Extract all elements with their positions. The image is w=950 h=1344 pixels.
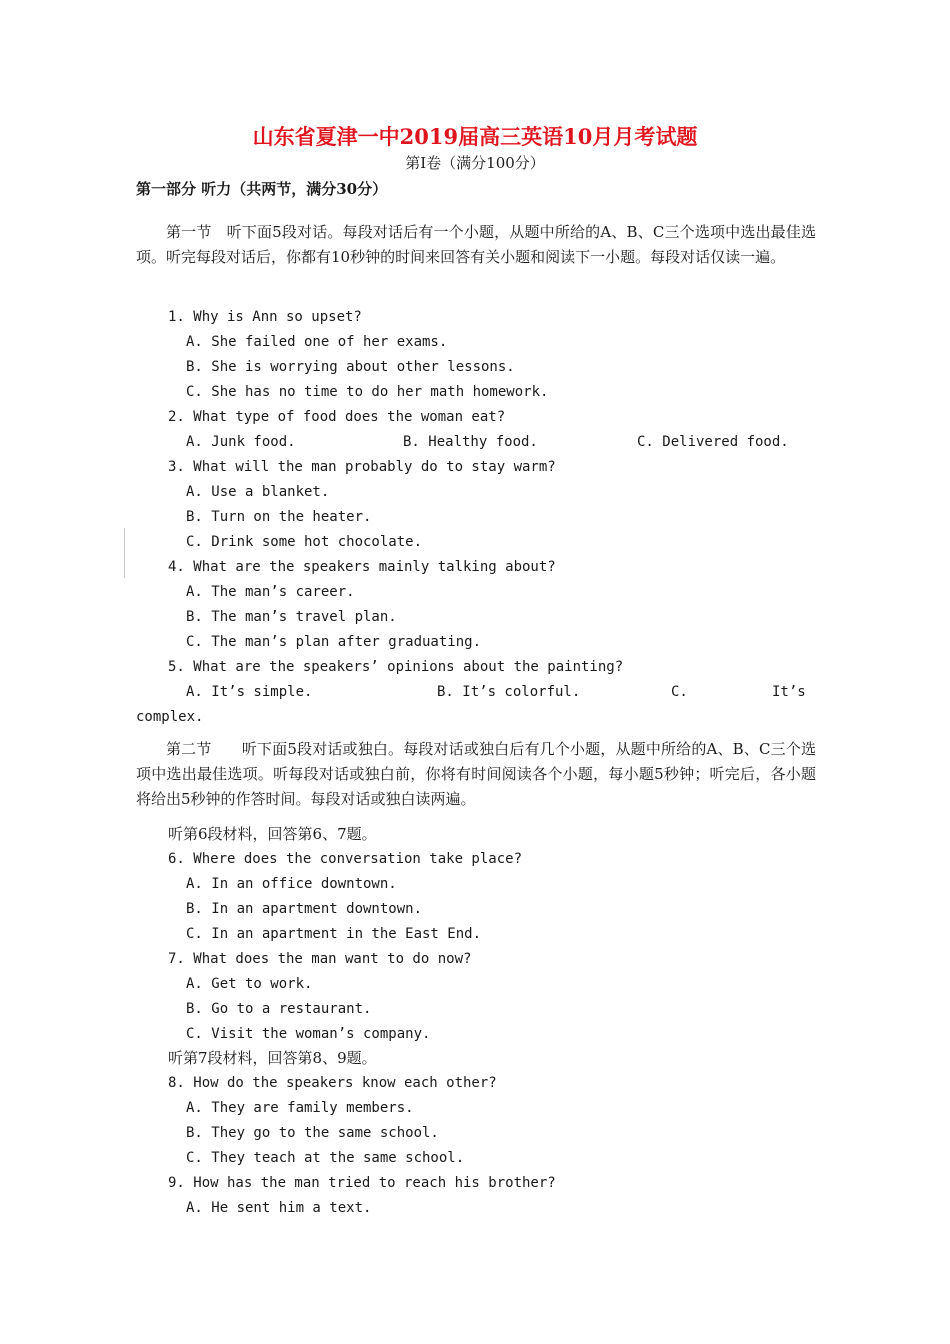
q3-option-a: A. Use a blanket. [186,484,330,500]
section2-intro: 第二节 听下面5段对话或独白。每段对话或独白后有几个小题，从题中所给的A、B、C三个选项中选出最佳选项。听每段对话或独白前，你将有时间阅读各个小题，每小题5秒钟；听完后，各小题将给出5秒钟的作答时间。每段对话或独白读两遍。 [136,740,816,808]
q5-option-a: A. It’s simple. [186,684,313,700]
q4-option-c: C. The man’s plan after graduating. [186,634,482,650]
q1-option-b: B. She is worrying about other lessons. [186,359,515,375]
q6-option-c: C. In an apartment in the East End. [186,926,482,942]
q8-option-a: A. They are family members. [186,1100,414,1116]
question-7: 7. What does the man want to do now? [168,951,472,967]
question-5: 5. What are the speakers’ opinions about the painting? [168,659,624,675]
q1-option-c: C. She has no time to do her math homework. [186,384,549,400]
q3-option-c: C. Drink some hot chocolate. [186,534,423,550]
q6-option-b: B. In an apartment downtown. [186,901,423,917]
q8-option-b: B. They go to the same school. [186,1125,439,1141]
part1-heading: 第一部分 听力（共两节，满分30分） [136,180,388,198]
q4-option-b: B. The man’s travel plan. [186,609,397,625]
q5-option-c-text-cont: complex. [136,709,204,725]
question-6: 6. Where does the conversation take place? [168,851,523,867]
exam-subtitle: 第I卷（满分100分） [405,154,545,172]
margin-mark [124,528,125,578]
question-9: 9. How has the man tried to reach his brother? [168,1175,556,1191]
exam-title: 山东省夏津一中2019届高三英语10月月考试题 [252,124,698,149]
q2-option-a: A. Junk food. [186,434,296,450]
q6-option-a: A. In an office downtown. [186,876,397,892]
question-8: 8. How do the speakers know each other? [168,1075,497,1091]
material-6-instruction: 听第6段材料，回答第6、7题。 [168,825,377,843]
q2-option-b: B. Healthy food. [403,434,538,450]
q1-option-a: A. She failed one of her exams. [186,334,448,350]
question-2: 2. What type of food does the woman eat? [168,409,506,425]
question-1: 1. Why is Ann so upset? [168,309,362,325]
q2-option-c: C. Delivered food. [637,434,789,450]
material-7-instruction: 听第7段材料，回答第8、9题。 [168,1049,377,1067]
question-4: 4. What are the speakers mainly talking about? [168,559,556,575]
q3-option-b: B. Turn on the heater. [186,509,372,525]
q8-option-c: C. They teach at the same school. [186,1150,465,1166]
q5-option-b: B. It’s colorful. [437,684,581,700]
q9-option-a: A. He sent him a text. [186,1200,372,1216]
section1-intro: 第一节 听下面5段对话。每段对话后有一个小题，从题中所给的A、B、C三个选项中选出最佳选项。听完每段对话后，你都有10秒钟的时间来回答有关小题和阅读下一小题。每段对话仅读一遍。 [136,223,816,266]
q4-option-a: A. The man’s career. [186,584,355,600]
q7-option-b: B. Go to a restaurant. [186,1001,372,1017]
q7-option-a: A. Get to work. [186,976,313,992]
q5-option-c-text: It’s [772,684,806,700]
q5-option-c-label: C. [671,684,688,700]
question-3: 3. What will the man probably do to stay warm? [168,459,556,475]
q7-option-c: C. Visit the woman’s company. [186,1026,431,1042]
